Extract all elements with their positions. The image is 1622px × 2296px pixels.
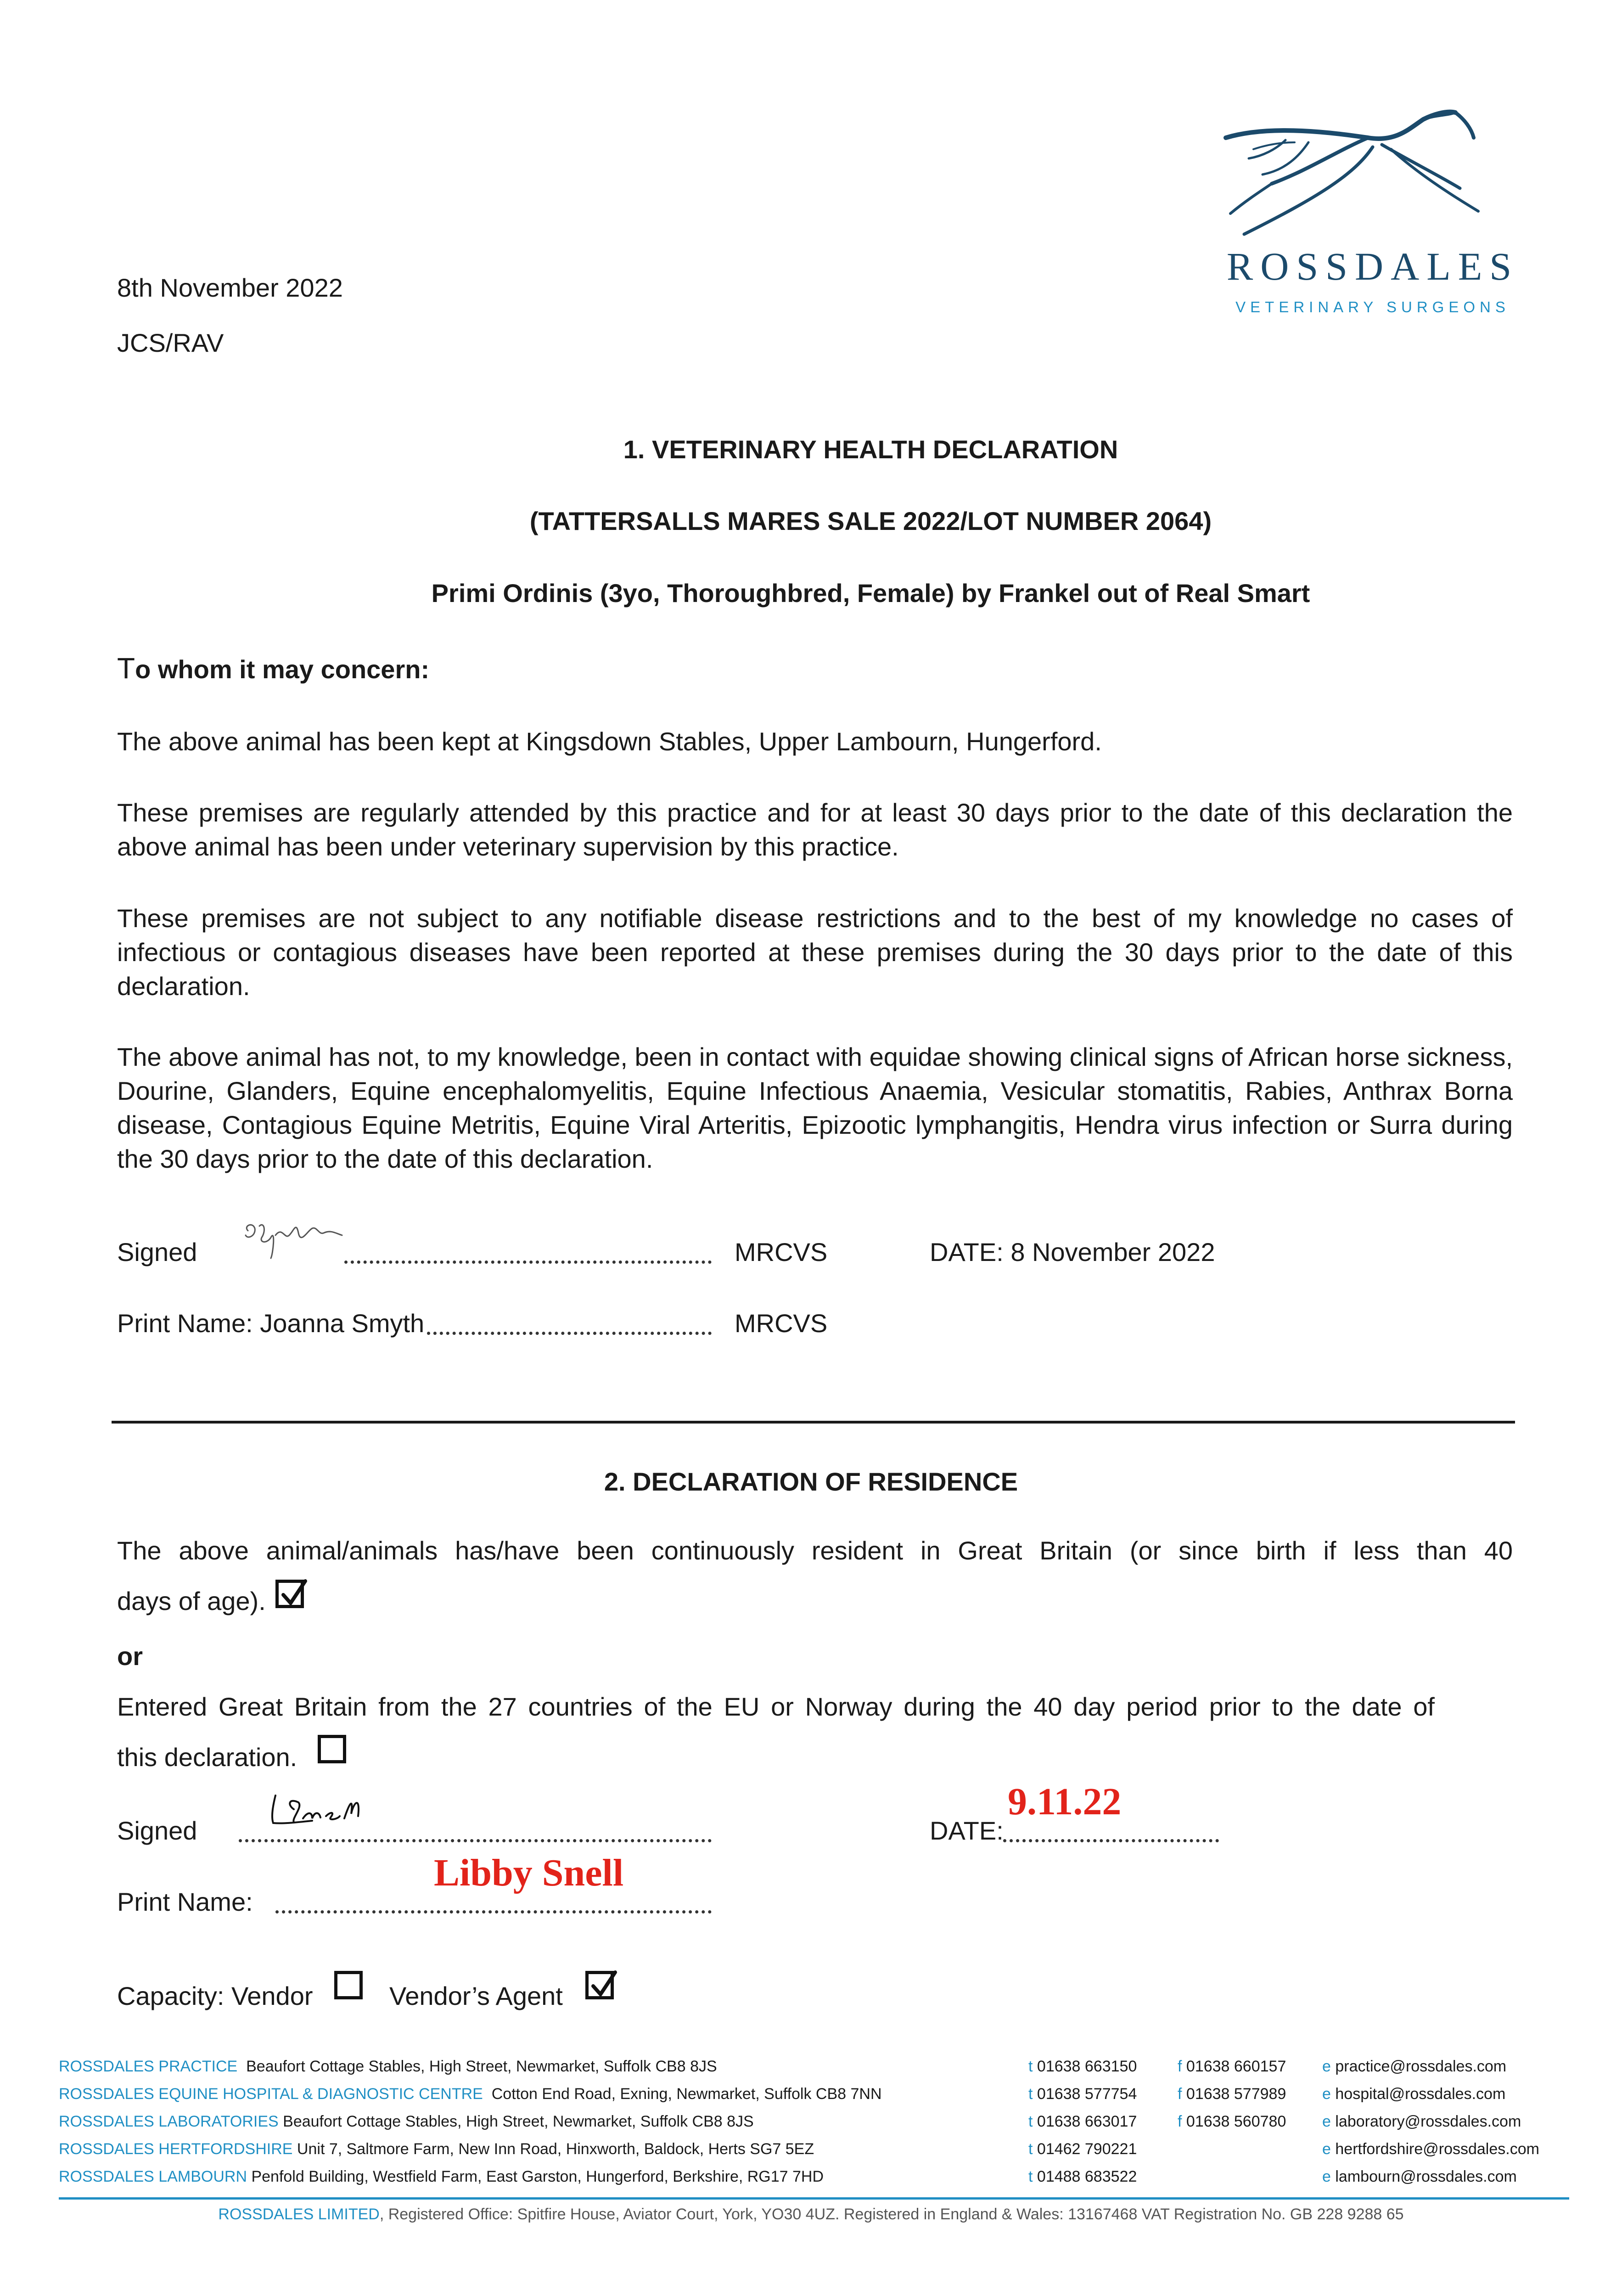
footer-site-name: ROSSDALES PRACTICE xyxy=(59,2058,238,2075)
footer-rule xyxy=(59,2197,1569,2200)
phone-number: 01488 683522 xyxy=(1037,2168,1137,2185)
option-continuous-residence-line2: days of age). xyxy=(117,1587,266,1615)
footer-phone xyxy=(1028,2169,1137,2184)
vet-print-mrcvs-label: MRCVS xyxy=(735,1309,828,1338)
footer-phone xyxy=(1028,2114,1137,2129)
vet-mrcvs-label: MRCVS xyxy=(735,1238,828,1266)
footer-row-practice xyxy=(59,2059,717,2074)
continuous-residence-checkbox[interactable] xyxy=(275,1580,304,1608)
paragraph-supervision: These premises are regularly attended by this practice and for at least 30 days prior to the date of this declaration the above animal has been under veterinary supervision by this practice. xyxy=(117,798,1513,861)
footer-site-address: Unit 7, Saltmore Farm, New Inn Road, Hinxworth, Baldock, Herts SG7 5EZ xyxy=(297,2140,814,2158)
agent-date-line xyxy=(1003,1839,1219,1842)
footer-email[interactable] xyxy=(1322,2086,1505,2102)
phone-number: 01638 663150 xyxy=(1037,2058,1137,2075)
paragraph-premises-kept: The above animal has been kept at Kingsdown Stables, Upper Lambourn, Hungerford. xyxy=(117,727,1102,756)
company-name: ROSSDALES LIMITED xyxy=(218,2206,380,2223)
horse-description: Primi Ordinis (3yo, Thoroughbred, Female) by Frankel out of Real Smart xyxy=(431,579,1310,608)
email-prefix: e xyxy=(1322,2168,1331,2185)
footer-site-name: ROSSDALES LAMBOURN xyxy=(59,2168,247,2185)
agent-date-value: 9.11.22 xyxy=(1008,1780,1122,1823)
email-address[interactable]: practice@rossdales.com xyxy=(1335,2058,1507,2075)
phone-prefix: t xyxy=(1028,2058,1033,2075)
phone-prefix: t xyxy=(1028,2085,1033,2103)
footer-site-address: Beaufort Cottage Stables, High Street, Newmarket, Suffolk CB8 8JS xyxy=(283,2113,754,2130)
capacity-vendor-label: Capacity: Vendor xyxy=(117,1981,313,2010)
agent-print-name-value: Libby Snell xyxy=(434,1851,624,1894)
section2-heading: 2. DECLARATION OF RESIDENCE xyxy=(604,1467,1018,1496)
footer-fax xyxy=(1178,2059,1286,2074)
vet-signed-label: Signed xyxy=(117,1238,197,1266)
phone-number: 01638 577754 xyxy=(1037,2085,1137,2103)
vet-declaration-date: DATE: 8 November 2022 xyxy=(930,1238,1215,1266)
vet-print-name: Print Name: Joanna Smyth xyxy=(117,1309,425,1338)
checkmark-icon xyxy=(590,1970,618,1998)
phone-number: 01462 790221 xyxy=(1037,2140,1137,2158)
footer-site-name: ROSSDALES LABORATORIES xyxy=(59,2113,279,2130)
fax-number: 01638 560780 xyxy=(1186,2113,1286,2130)
vendors-agent-checkbox[interactable] xyxy=(585,1971,614,1999)
footer-site-address: Penfold Building, Westfield Farm, East Garston, Hungerford, Berkshire, RG17 7HD xyxy=(251,2168,824,2185)
footer-site-address: Cotton End Road, Exning, Newmarket, Suffolk CB8 7NN xyxy=(491,2085,882,2103)
option-entered-gb-line2: this declaration. xyxy=(117,1743,297,1772)
footer-row-hospital xyxy=(59,2086,882,2102)
paragraph-disease-restrictions: These premises are not subject to any notifiable disease restrictions and to the best of my knowledge no cases of infectious or contagious diseases have been reported at these premises during the 30 days prior to the date of this declaration. xyxy=(117,904,1513,1001)
agent-signature-line xyxy=(239,1839,712,1842)
section-divider xyxy=(112,1421,1515,1424)
email-prefix: e xyxy=(1322,2085,1331,2103)
footer-email[interactable] xyxy=(1322,2141,1539,2157)
footer-site-name: ROSSDALES EQUINE HOSPITAL & DIAGNOSTIC CENTRE xyxy=(59,2085,483,2103)
letter-reference: JCS/RAV xyxy=(117,328,224,357)
vet-print-name-line xyxy=(427,1332,712,1335)
footer-phone xyxy=(1028,2059,1137,2074)
vendor-checkbox[interactable] xyxy=(334,1971,363,1999)
paragraph-equidae-contact: The above animal has not, to my knowledge, been in contact with equidae showing clinical signs of African horse sickness, Dourine, Glanders, Equine encephalomyelitis, Equine Infectious Anaemia, Vesicular stomatitis, Rabies, Anthrax Borna disease, Contagious Equine Metritis, Equine Viral Arteritis, Epizootic lymphangitis, Hendra virus infection or Surra during the 30 days prior to the date of this declaration. xyxy=(117,1042,1513,1173)
section1-heading: 1. VETERINARY HEALTH DECLARATION xyxy=(623,435,1118,464)
agent-date-label: DATE: xyxy=(930,1816,1004,1845)
footer-email[interactable] xyxy=(1322,2114,1521,2129)
footer-row-lambourn xyxy=(59,2169,824,2184)
company-registration-text: , Registered Office: Spitfire House, Aviator Court, York, YO30 4UZ. Registered in England & Wales: 13167468 VAT Registration No. GB 228 9288 65 xyxy=(379,2206,1404,2223)
vet-signature xyxy=(239,1212,349,1263)
agent-signature xyxy=(266,1791,386,1832)
footer-fax xyxy=(1178,2086,1286,2102)
fax-prefix: f xyxy=(1178,2085,1182,2103)
salutation-initial: T xyxy=(117,652,135,685)
footer-email[interactable] xyxy=(1322,2059,1506,2074)
letter-date: 8th November 2022 xyxy=(117,273,343,302)
fax-number: 01638 660157 xyxy=(1186,2058,1286,2075)
vet-signature-line xyxy=(344,1261,712,1264)
agent-print-name-line xyxy=(275,1910,712,1913)
email-address[interactable]: hospital@rossdales.com xyxy=(1335,2085,1506,2103)
email-address[interactable]: lambourn@rossdales.com xyxy=(1335,2168,1517,2185)
phone-number: 01638 663017 xyxy=(1037,2113,1137,2130)
footer-email[interactable] xyxy=(1322,2169,1517,2184)
email-prefix: e xyxy=(1322,2113,1331,2130)
checkmark-icon xyxy=(281,1579,308,1607)
agent-print-name-label: Print Name: xyxy=(117,1887,253,1916)
option-entered-gb-line1: Entered Great Britain from the 27 countries of the EU or Norway during the 40 day period prior to the date of xyxy=(117,1692,1435,1721)
fax-prefix: f xyxy=(1178,2113,1182,2130)
fax-number: 01638 577989 xyxy=(1186,2085,1286,2103)
footer-phone xyxy=(1028,2086,1137,2102)
or-separator: or xyxy=(117,1642,143,1671)
vendors-agent-label: Vendor’s Agent xyxy=(389,1981,563,2010)
phone-prefix: t xyxy=(1028,2113,1033,2130)
footer-site-address: Beaufort Cottage Stables, High Street, Newmarket, Suffolk CB8 8JS xyxy=(246,2058,717,2075)
rossdales-logo xyxy=(1217,106,1529,335)
footer-phone xyxy=(1028,2141,1137,2157)
galloping-horse-logo xyxy=(1217,106,1529,243)
agent-signed-label: Signed xyxy=(117,1816,197,1845)
salutation-text: o whom it may concern: xyxy=(135,655,430,684)
logo-tagline: VETERINARY SURGEONS xyxy=(1235,298,1510,315)
email-address[interactable]: laboratory@rossdales.com xyxy=(1335,2113,1521,2130)
fax-prefix: f xyxy=(1178,2058,1182,2075)
option-continuous-residence-line1: The above animal/animals has/have been continuously resident in Great Britain (or since birth if less than 40 xyxy=(117,1536,1513,1565)
salutation xyxy=(117,651,429,685)
email-address[interactable]: hertfordshire@rossdales.com xyxy=(1335,2140,1539,2158)
email-prefix: e xyxy=(1322,2140,1331,2158)
phone-prefix: t xyxy=(1028,2140,1033,2158)
footer-site-name: ROSSDALES HERTFORDSHIRE xyxy=(59,2140,293,2158)
company-registration xyxy=(0,2206,1622,2222)
sale-lot-line: (TATTERSALLS MARES SALE 2022/LOT NUMBER 2064) xyxy=(529,506,1212,535)
logo-name: ROSSDALES xyxy=(1226,244,1519,288)
phone-prefix: t xyxy=(1028,2168,1033,2185)
footer-row-hertfordshire xyxy=(59,2141,814,2157)
footer-row-laboratories xyxy=(59,2114,754,2129)
email-prefix: e xyxy=(1322,2058,1331,2075)
footer-fax xyxy=(1178,2114,1286,2129)
entered-gb-checkbox[interactable] xyxy=(318,1735,346,1763)
